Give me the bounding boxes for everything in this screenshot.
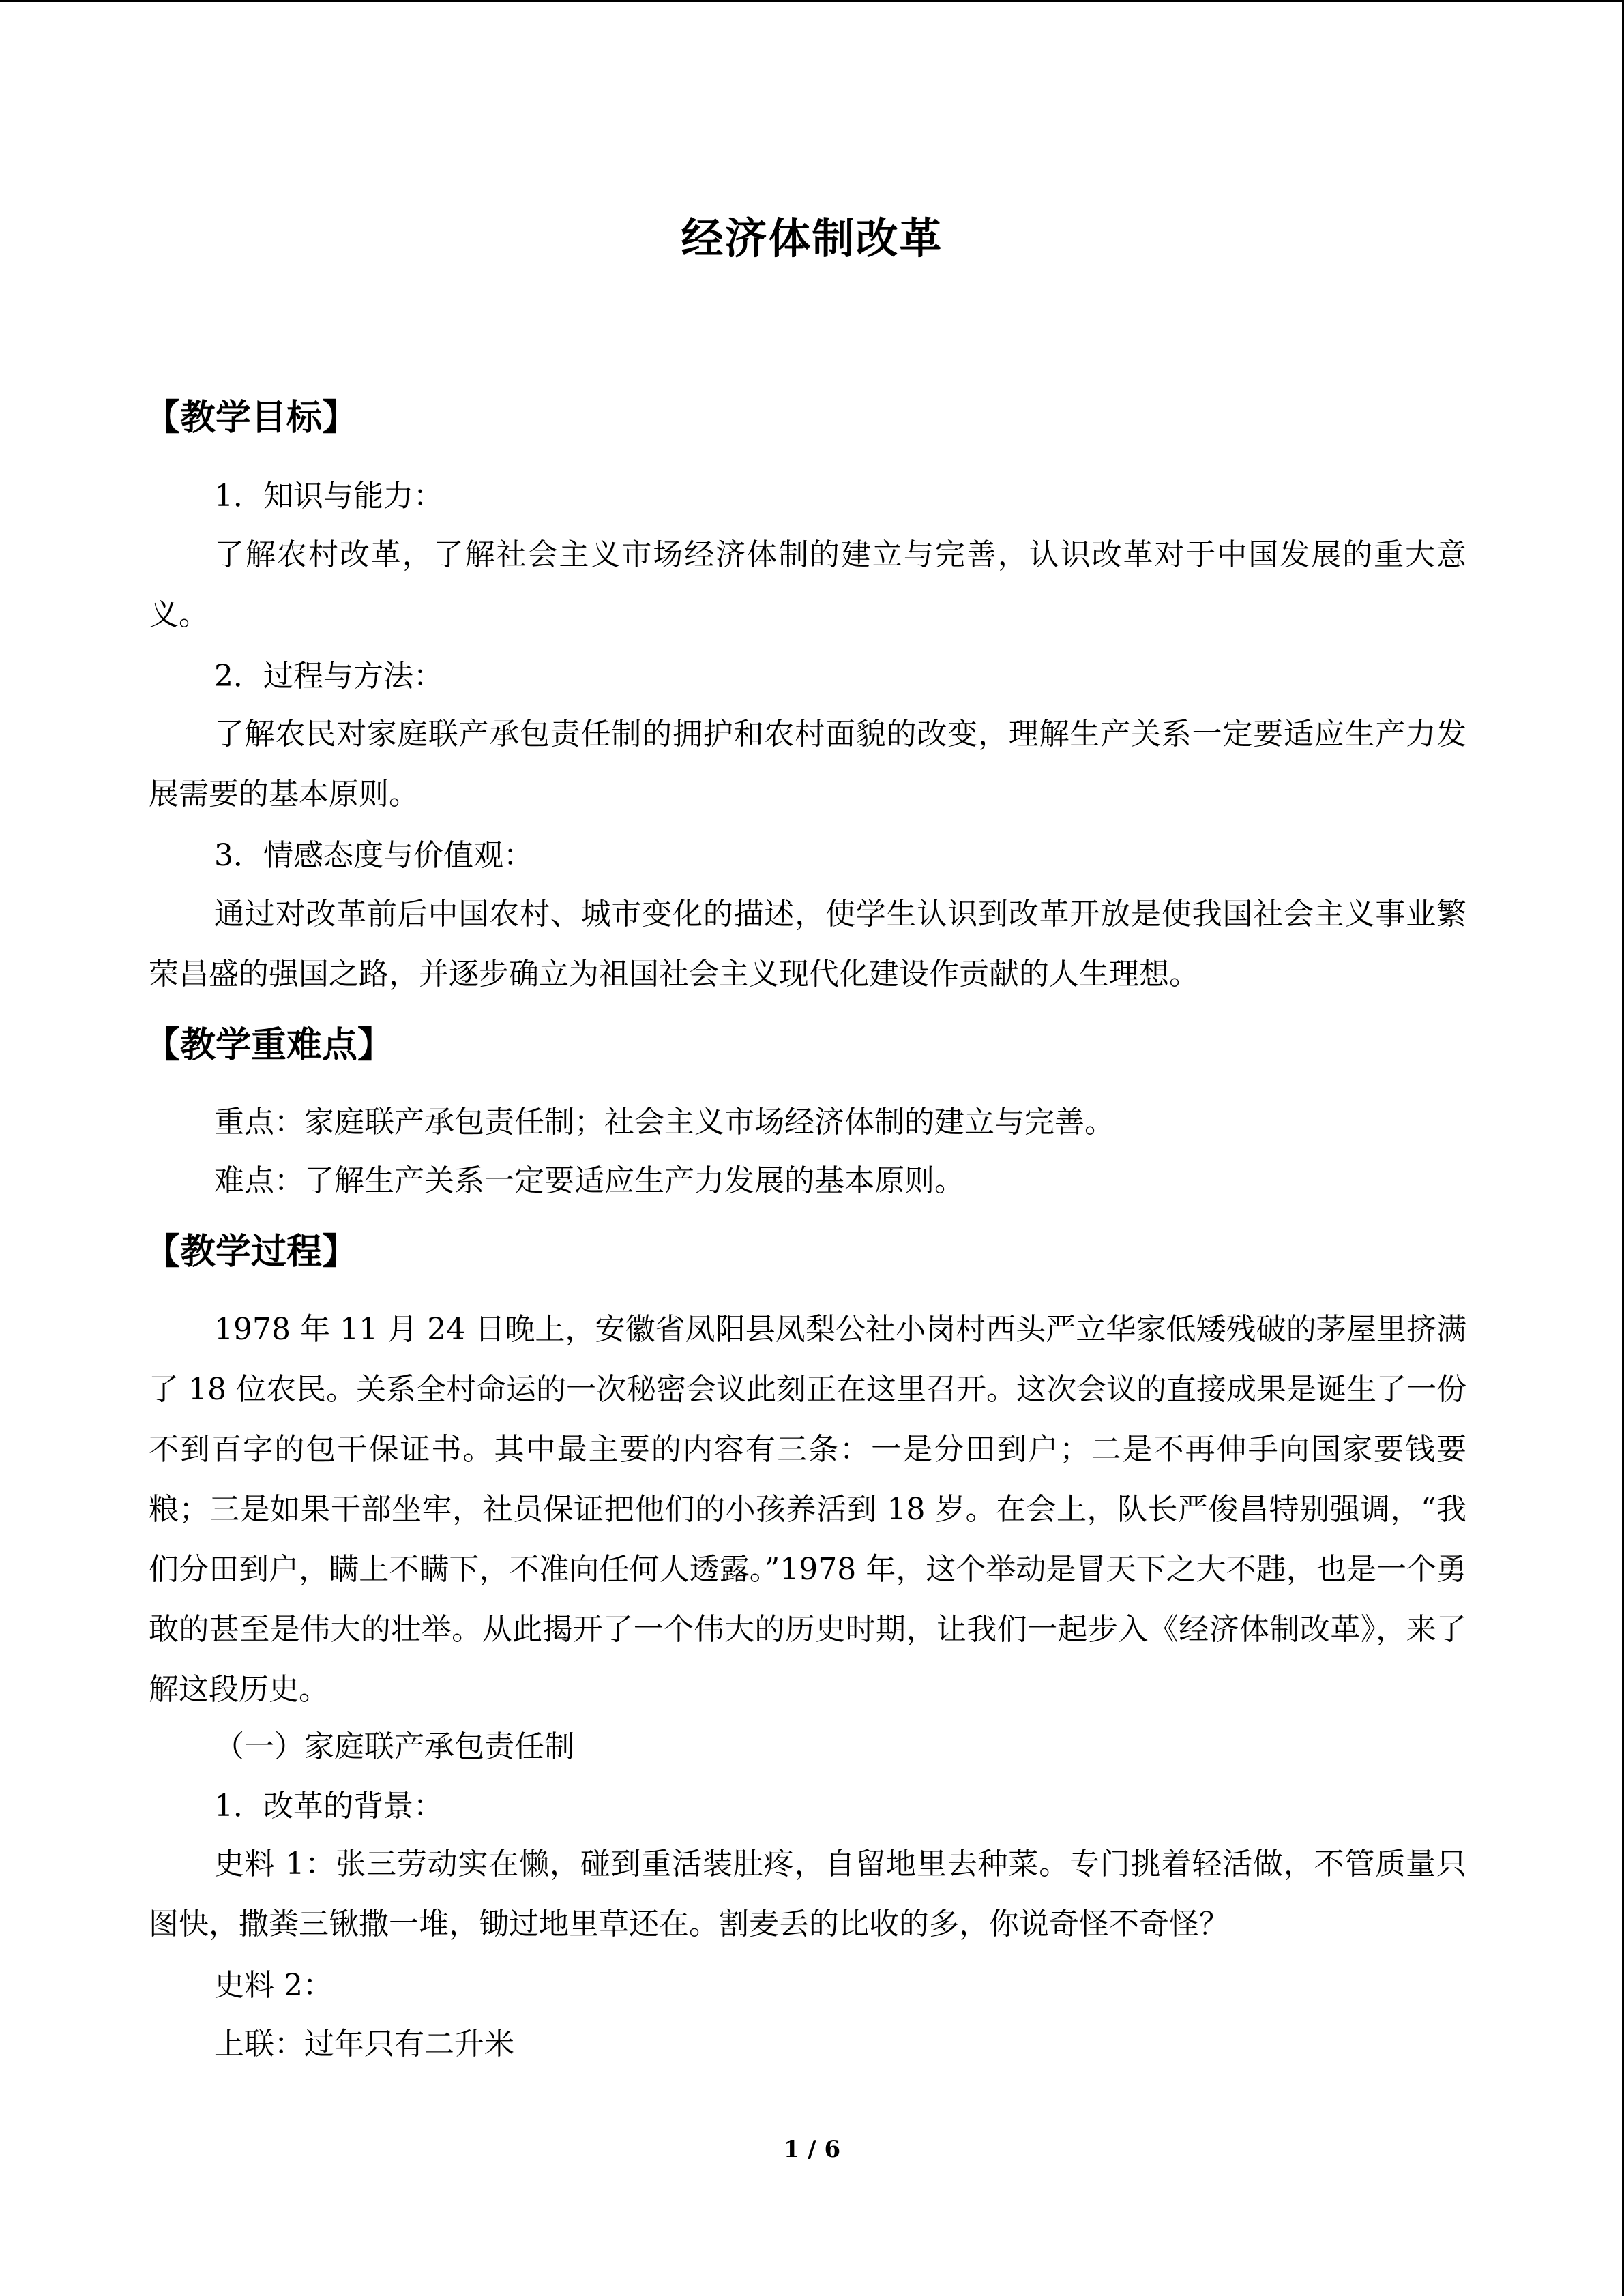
objective-1-text: 了解农村改革，了解社会主义市场经济体制的建立与完善，认识改革对于中国发展的重大意义。 xyxy=(149,537,1466,632)
objective-1-label: 1．知识与能力： xyxy=(214,479,443,513)
difficult-point: 难点：了解生产关系一定要适应生产力发展的基本原则。 xyxy=(214,1163,964,1198)
heading-objectives: 【教学目标】 xyxy=(145,397,358,438)
background-label: 1．改革的背景： xyxy=(214,1789,443,1823)
process-intro: 1978 年 11 月 24 日晚上，安徽省凤阳县凤梨公社小岗村西头严立华家低矮残破的茅屋里挤满了 18 位农民。关系全村命运的一次秘密会议此刻正在这里召开。这次会议的直接成果是诞生了一份不到百字的包干保证书。其中最主要的内容有三条：一是分田到户；二是不再伸手向国家要钱要粮；三是如果干部坐牢，社员保证把他们的小孩养活到 18 岁。在会上，队长严俊昌特别强调，“我们分田到户，瞒上不瞒下，不准向任何人透露。”1978 年，这个举动是冒天下之大不韪，也是一个勇敢的甚至是伟大的壮举。从此揭开了一个伟大的历史时期，让我们一起步入《经济体制改革》，来了解这段历史。 xyxy=(149,1312,1466,1707)
objective-3-label: 3．情感态度与价值观： xyxy=(214,838,533,873)
key-point: 重点：家庭联产承包责任制；社会主义市场经济体制的建立与完善。 xyxy=(214,1105,1114,1139)
couplet-upper: 上联：过年只有二升米 xyxy=(214,2027,514,2061)
objective-2-text: 了解农民对家庭联产承包责任制的拥护和农村面貌的改变，理解生产关系一定要适应生产力发展需要的基本原则。 xyxy=(149,717,1466,811)
material-2-label: 史料 2： xyxy=(214,1968,333,2003)
document-title: 经济体制改革 xyxy=(681,213,943,263)
heading-process: 【教学过程】 xyxy=(145,1231,358,1272)
material-1: 史料 1：张三劳动实在懒，碰到重活装肚疼，自留地里去种菜。专门挑着轻活做，不管质量只图快，撒粪三锹撒一堆，锄过地里草还在。割麦丢的比收的多，你说奇怪不奇怪？ xyxy=(149,1847,1466,1941)
objective-3-text: 通过对改革前后中国农村、城市变化的描述，使学生认识到改革开放是使我国社会主义事业繁荣昌盛的强国之路，并逐步确立为祖国社会主义现代化建设作贡献的人生理想。 xyxy=(149,897,1466,992)
heading-key-points: 【教学重难点】 xyxy=(145,1024,394,1066)
objective-2-label: 2．过程与方法： xyxy=(214,659,443,694)
page-number: 1 / 6 xyxy=(783,2136,841,2163)
subsection-title: （一）家庭联产承包责任制 xyxy=(214,1729,574,1764)
